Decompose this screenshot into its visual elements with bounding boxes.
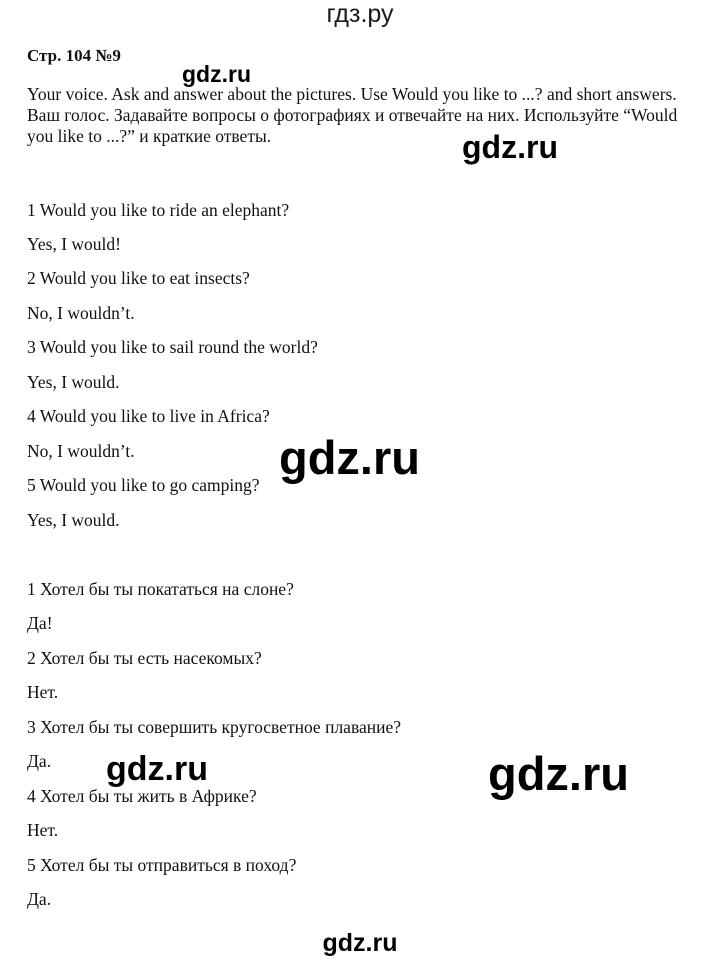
russian-question-4: 4 Хотел бы ты жить в Африке?	[27, 786, 257, 806]
watermark-2: gdz.ru	[462, 129, 558, 165]
russian-question-5: 5 Хотел бы ты отправиться в поход?	[27, 855, 297, 875]
russian-answer-2: Нет.	[27, 682, 59, 702]
watermark-1: gdz.ru	[182, 61, 251, 87]
english-question-2: 2 Would you like to eat insects?	[27, 268, 250, 288]
russian-answer-1: Да!	[27, 613, 53, 633]
watermark-3: gdz.ru	[279, 431, 420, 484]
english-answer-2: No, I wouldn’t.	[27, 303, 135, 323]
english-answer-1: Yes, I would!	[27, 234, 121, 254]
english-question-5: 5 Would you like to go camping?	[27, 475, 260, 495]
russian-question-1: 1 Хотел бы ты покататься на слоне?	[27, 579, 294, 599]
english-question-4: 4 Would you like to live in Africa?	[27, 406, 270, 426]
russian-answer-4: Нет.	[27, 820, 59, 840]
english-question-3: 3 Would you like to sail round the world?	[27, 337, 318, 357]
english-answer-5: Yes, I would.	[27, 510, 120, 530]
english-answer-3: Yes, I would.	[27, 372, 120, 392]
exercise-instructions: Your voice. Ask and answer about the pictures. Use Would you like to ...? and short answers. Ваш голос. Задавайте вопросы о фотографиях и отвечайте на них. Используйте “Would you like to ...?” и краткие ответы.	[27, 84, 678, 146]
watermark-4: gdz.ru	[106, 750, 208, 788]
page-title: Стр. 104 №9	[27, 46, 121, 65]
english-answer-4: No, I wouldn’t.	[27, 441, 135, 461]
russian-answer-3: Да.	[27, 751, 52, 771]
english-question-1: 1 Would you like to ride an elephant?	[27, 200, 290, 220]
russian-answer-5: Да.	[27, 889, 52, 909]
russian-question-2: 2 Хотел бы ты есть насекомых?	[27, 648, 262, 668]
russian-question-3: 3 Хотел бы ты совершить кругосветное плавание?	[27, 717, 402, 737]
site-header-title: гдз.ру	[326, 0, 394, 28]
watermark-6: gdz.ru	[322, 929, 398, 957]
watermark-5: gdz.ru	[488, 747, 629, 800]
